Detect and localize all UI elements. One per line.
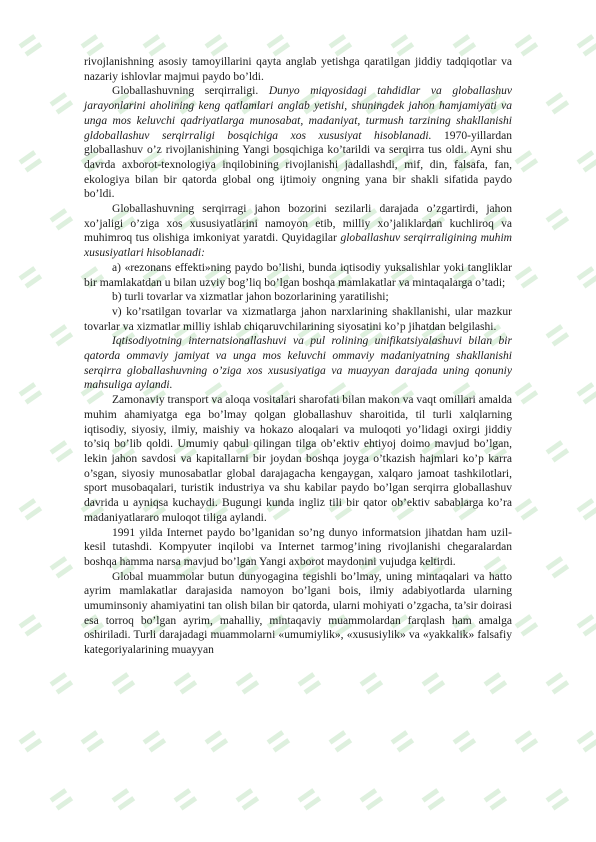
watermark-mark [578, 388, 596, 414]
watermark-mark [268, 736, 294, 762]
watermark-mark [423, 794, 449, 820]
watermark-mark [516, 40, 542, 66]
watermark-mark [20, 736, 46, 762]
watermark-mark [516, 620, 542, 646]
watermark-mark [206, 736, 232, 762]
paragraph-6: v) ko’rsatilgan tovarlar va xizmatlarga jahon narxlarining shakllanishi, ular mazkur tovarlar va xizmatlar milliy ishlab chiqaruvchilarining siyosatini ko’p jihatdan belgilashi. [84, 305, 512, 333]
watermark-mark [20, 504, 46, 530]
watermark-mark [20, 388, 46, 414]
watermark-mark [51, 446, 77, 472]
watermark-mark [547, 214, 573, 240]
watermark-mark [113, 794, 139, 820]
watermark-mark [361, 794, 387, 820]
watermark-mark [578, 156, 596, 182]
watermark-mark [175, 794, 201, 820]
paragraph-2: Globallashuvning serqirraligi. Dunyo miqyosidagi tahdidlar va globallashuv jarayonlarini aholining keng qatlamlari anglab yetishi, shuningdek jahon hamjamiyati va unga mos keluvchi qadriyatlarga munosabat, madaniyat, turmush tarzining shakllanishi gldoballashuv serqirraligi bosqichiga xos xususiyat hisoblanadi. 1970-yillardan globallashuv o’z rivojlanishining Yangi bosqichiga ko’tarildi va serqirra tus oldi. Ayni shu davrda axborot-texnologiya inqilobining rivojlanishi jadallashdi, mif, din, falsafa, fan, ekologiya bilan bir qatorda global ong ijtimoiy ongning yana bir shakli sifatida paydo bo’ldi. [84, 85, 512, 201]
watermark-mark [113, 678, 139, 704]
watermark-mark [516, 272, 542, 298]
watermark-mark [144, 736, 170, 762]
paragraph-7: Iqtisodiyotning internatsionallashuvi va pul rolining unifikatsiyalashuvi bilan bir qatorda ommaviy jamiyat va unga mos keluvchi ommaviy madaniyatning shakllanishi serqirra globallashuvning o’ziga xos xususiyatiga va muayyan darajada uning qonuniy mahsuliga aylandi. [84, 335, 512, 392]
paragraph-1: rivojlanishning asosiy tamoyillarini qayta anglab yetishga qaratilgan jiddiy tadqiqotlar va nazariy ishlovlar majmui paydo bo’ldi. [84, 56, 512, 83]
watermark-mark [516, 156, 542, 182]
watermark-mark [330, 736, 356, 762]
watermark-mark [51, 678, 77, 704]
paragraph-9: 1991 yilda Internet paydo bo’lganidan so’ng dunyo informatsion jihatdan ham uzil-kesil tutashdi. Kompyuter inqilobi va Internet tarmog’ining rivojlanishi chegaralardan boshqa hamma narsa mavjud bo’lgan Yangi axborot maydonini vujudga keltirdi. [84, 526, 512, 568]
watermark-mark [237, 678, 263, 704]
watermark-mark [20, 620, 46, 646]
watermark-mark [51, 330, 77, 356]
watermark-mark [51, 98, 77, 124]
watermark-mark [237, 794, 263, 820]
watermark-mark [485, 678, 511, 704]
page-text [84, 55, 512, 658]
watermark-mark [299, 678, 325, 704]
watermark-mark [578, 40, 596, 66]
watermark-mark [547, 562, 573, 588]
watermark-mark [578, 504, 596, 530]
watermark-mark [547, 330, 573, 356]
watermark-mark [51, 214, 77, 240]
paragraph-5: b) turli tovarlar va xizmatlar jahon bozorlarining yaratilishi; [112, 291, 389, 304]
watermark-mark [578, 272, 596, 298]
paragraph-3: Globallashuvning serqirragi jahon bozorini sezilarli darajada o’zgartirdi, jahon xo’jaligi o’ziga xos xususiyatlarini namoyon etib, milliy xo’jaliklardan kuchliroq va muhimroq tus olishiga imkoniyat yaratdi. Quyidagilar globallashuv serqirraligining muhim xususiyatlari hisoblanadi: [84, 203, 512, 260]
paragraph-8: Zamonaviy transport va aloqa vositalari sharofati bilan makon va vaqt omillari amalda muhim ahamiyatga ega bo’lmay qolgan globallashuv sharoitida, til turli xalqlarning iqtisodiy, siyosiy, ilmiy, maishiy va hokazo aloqalari va muloqoti yo’lidagi oxirgi jiddiy to’siq bo’lib qoldi. Umumiy qabul qilingan tilga ob’ektiv ehtiyoj doimo mavjud bo’lgan, lekin jahon savdosi va kapitallarni bir joydan boshqa joyga o’tkazish hajmlari ko’p karra o’sgan, siyosiy munosabatlar global darajagacha kengaygan, xalqaro jamoat tashkilotlari, sport musobaqalari, turistik industriya va shu kabilar paydo bo’lgan serqirra globallashuv davrida u ayniqsa kuchaydi. Bugungi kunda ingliz tili bir qator ob’ektiv sabablarga ko’ra madaniyatlararo muloqot tiliga aylandi. [84, 394, 512, 524]
watermark-mark [516, 736, 542, 762]
watermark-mark [547, 794, 573, 820]
watermark-mark [51, 562, 77, 588]
paragraph-10: Global muammolar butun dunyogagina tegishli bo’lmay, uning mintaqalari va hatto ayrim mamlakatlar darajasida namoyon bo’lgani bois, ilmiy adabiyotlarda ularning umuminsoniy ahamiyatini tan olish bilan bir qatorda, ularni mohiyati o’zgacha, ta’sir doirasi esa torroq bo’lgan ayrim, mahalliy, mintaqaviy muammolardan farqlash ham amalga oshiriladi. Turli darajadagi muammolarni «umumiylik», «xususiylik» va «yakkalik» falsafiy kategoriyalarining muayyan [84, 570, 512, 657]
watermark-mark [392, 736, 418, 762]
watermark-mark [547, 678, 573, 704]
watermark-mark [20, 272, 46, 298]
watermark-mark [516, 504, 542, 530]
watermark-mark [578, 620, 596, 646]
watermark-mark [175, 678, 201, 704]
watermark-mark [423, 678, 449, 704]
watermark-mark [516, 388, 542, 414]
watermark-mark [20, 40, 46, 66]
watermark-mark [547, 98, 573, 124]
watermark-mark [20, 156, 46, 182]
watermark-mark [547, 446, 573, 472]
watermark-mark [299, 794, 325, 820]
watermark-mark [485, 794, 511, 820]
paragraph-4: a) «rezonans effekti»ning paydo bo’lishi, bunda iqtisodiy yuksalishlar yoki tangliklar bir mamlakatdan u bilan uzviy bog’liq bo’lgan boshqa mamlakatlar va mintaqalarga o’tadi; [84, 261, 512, 289]
watermark-mark [361, 678, 387, 704]
watermark-mark [578, 736, 596, 762]
watermark-mark [82, 736, 108, 762]
watermark-mark [51, 794, 77, 820]
watermark-mark [454, 736, 480, 762]
